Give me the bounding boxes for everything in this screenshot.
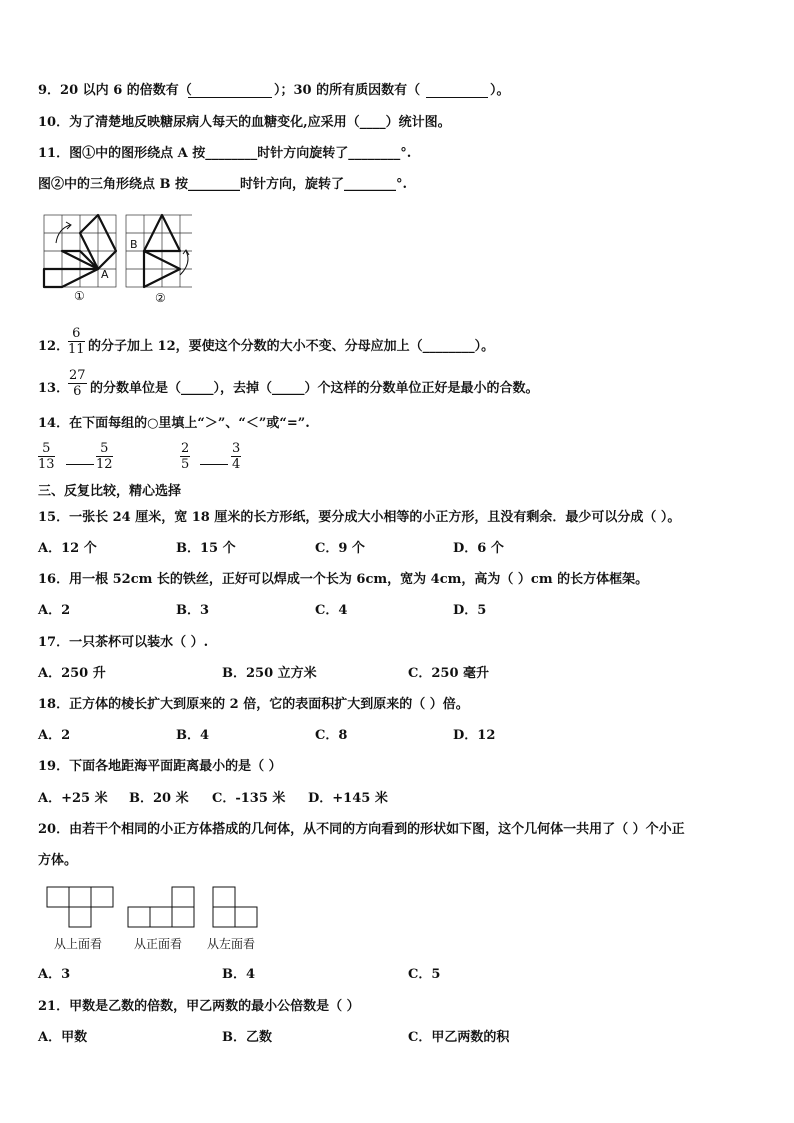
q12-text: 的分子加上 12，要使这个分数的大小不变、分母应加上（________）。 (88, 339, 495, 354)
figure-1-label: ① (74, 289, 85, 303)
q20-option-b[interactable]: B．4 (222, 967, 256, 982)
q13-fraction (68, 368, 87, 399)
q16-option-c[interactable]: C．4 (315, 603, 348, 618)
q14-f1-den: 13 (38, 457, 55, 472)
q14-fraction-3 (180, 441, 190, 472)
figure-2-label: ② (155, 291, 166, 305)
q14-f4-num: 3 (232, 441, 241, 456)
rotation-figure (42, 213, 192, 305)
q18-option-b[interactable]: B．4 (176, 728, 210, 743)
three-views-figure (46, 885, 266, 935)
q15-text: 15．一张长 24 厘米，宽 18 厘米的长方形纸，要分成大小相等的小正方形，且没有剩余．最少可以分成（ ）。 (38, 510, 681, 525)
q14-fraction-2 (96, 441, 113, 472)
q14-fraction-4 (231, 441, 241, 472)
q21-option-c[interactable]: C．甲乙两数的积 (408, 1030, 510, 1045)
q9-text-b: ）；30 的所有质因数有（ (274, 83, 421, 98)
q14-f1-num: 5 (38, 441, 55, 457)
q12-fraction (68, 326, 85, 357)
q14-f3-num: 2 (181, 441, 190, 456)
q14-f4-den: 4 (232, 457, 241, 472)
q16-text: 16．用一根 52cm 长的铁丝，正好可以焊成一个长为 6cm，宽为 4cm，高为（ ）cm 的长方体框架。 (38, 572, 649, 587)
q20-option-a[interactable]: A．3 (38, 967, 71, 982)
q15-option-d[interactable]: D．6 个 (453, 541, 504, 556)
q9-blank-2[interactable] (426, 97, 488, 98)
q9-text-c: ）。 (490, 83, 510, 98)
point-a-label: A (101, 268, 109, 281)
q18-option-a[interactable]: A．2 (38, 728, 71, 743)
q20-text-line1: 20．由若干个相同的小正方体搭成的几何体，从不同的方向看到的形状如下图，这个几何体一共用了（ ）个小正 (38, 822, 685, 837)
q14-compare-blank-1[interactable] (66, 464, 94, 465)
q17-option-a[interactable]: A．250 升 (38, 666, 106, 681)
view-left-caption: 从左面看 (207, 937, 256, 951)
q15-option-c[interactable]: C．9 个 (315, 541, 365, 556)
q17-option-c[interactable]: C．250 毫升 (408, 666, 490, 681)
q14-f3-den: 5 (181, 457, 190, 472)
q19-option-c[interactable]: C．-135 米 (212, 791, 286, 806)
q21-option-b[interactable]: B．乙数 (222, 1030, 272, 1045)
q16-option-b[interactable]: B．3 (176, 603, 210, 618)
q20-option-c[interactable]: C．5 (408, 967, 441, 982)
q18-text: 18．正方体的棱长扩大到原来的 2 倍，它的表面积扩大到原来的（ ）倍。 (38, 697, 469, 712)
q12-numerator: 6 (68, 326, 85, 342)
q13-numerator: 27 (69, 368, 86, 383)
q10-text: 10．为了清楚地反映糖尿病人每天的血糖变化,应采用（____）统计图。 (38, 115, 451, 130)
view-front-caption: 从正面看 (134, 937, 183, 951)
q15-option-a[interactable]: A．12 个 (38, 541, 97, 556)
q21-option-a[interactable]: A．甲数 (38, 1030, 88, 1045)
q11-line-a: 11．图①中的图形绕点 A 按________时针方向旋转了________°. (38, 146, 412, 161)
q13-text: 的分数单位是（_____），去掉（_____）个这样的分数单位正好是最小的合数。 (90, 381, 539, 396)
q16-option-a[interactable]: A．2 (38, 603, 71, 618)
view-top-caption: 从上面看 (54, 937, 103, 951)
q15-option-b[interactable]: B．15 个 (176, 541, 236, 556)
q14-compare-blank-2[interactable] (200, 464, 228, 465)
q9-text-a: 9．20 以内 6 的倍数有（ (38, 83, 192, 98)
q21-text: 21．甲数是乙数的倍数，甲乙两数的最小公倍数是（ ） (38, 999, 360, 1014)
point-b-label: B (130, 238, 138, 251)
q17-option-b[interactable]: B．250 立方米 (222, 666, 317, 681)
q13-number: 13． (38, 381, 70, 396)
q13-denominator: 6 (73, 384, 82, 399)
q18-option-d[interactable]: D．12 (453, 728, 496, 743)
q17-text: 17．一只茶杯可以装水（ ）. (38, 635, 209, 650)
q19-text: 19．下面各地距海平面距离最小的是（ ） (38, 759, 282, 774)
q14-fraction-1 (38, 441, 55, 472)
q19-option-a[interactable]: A．+25 米 (38, 791, 108, 806)
q9-blank-1[interactable] (188, 97, 272, 98)
q11-line-b: 图②中的三角形绕点 B 按________时针方向，旋转了________°. (38, 177, 408, 192)
section-3-heading: 三、反复比较，精心选择 (38, 484, 182, 499)
q16-option-d[interactable]: D．5 (453, 603, 487, 618)
q14-f2-num: 5 (96, 441, 113, 457)
q19-option-b[interactable]: B．20 米 (129, 791, 189, 806)
q14-f2-den: 12 (96, 457, 113, 472)
q20-text-line2: 方体。 (38, 853, 78, 868)
q18-option-c[interactable]: C．8 (315, 728, 348, 743)
q12-number: 12． (38, 339, 70, 354)
q14-text: 14．在下面每组的○里填上“＞”、“＜”或“=”. (38, 416, 310, 431)
q19-option-d[interactable]: D．+145 米 (308, 791, 388, 806)
q12-denominator: 11 (68, 342, 85, 357)
